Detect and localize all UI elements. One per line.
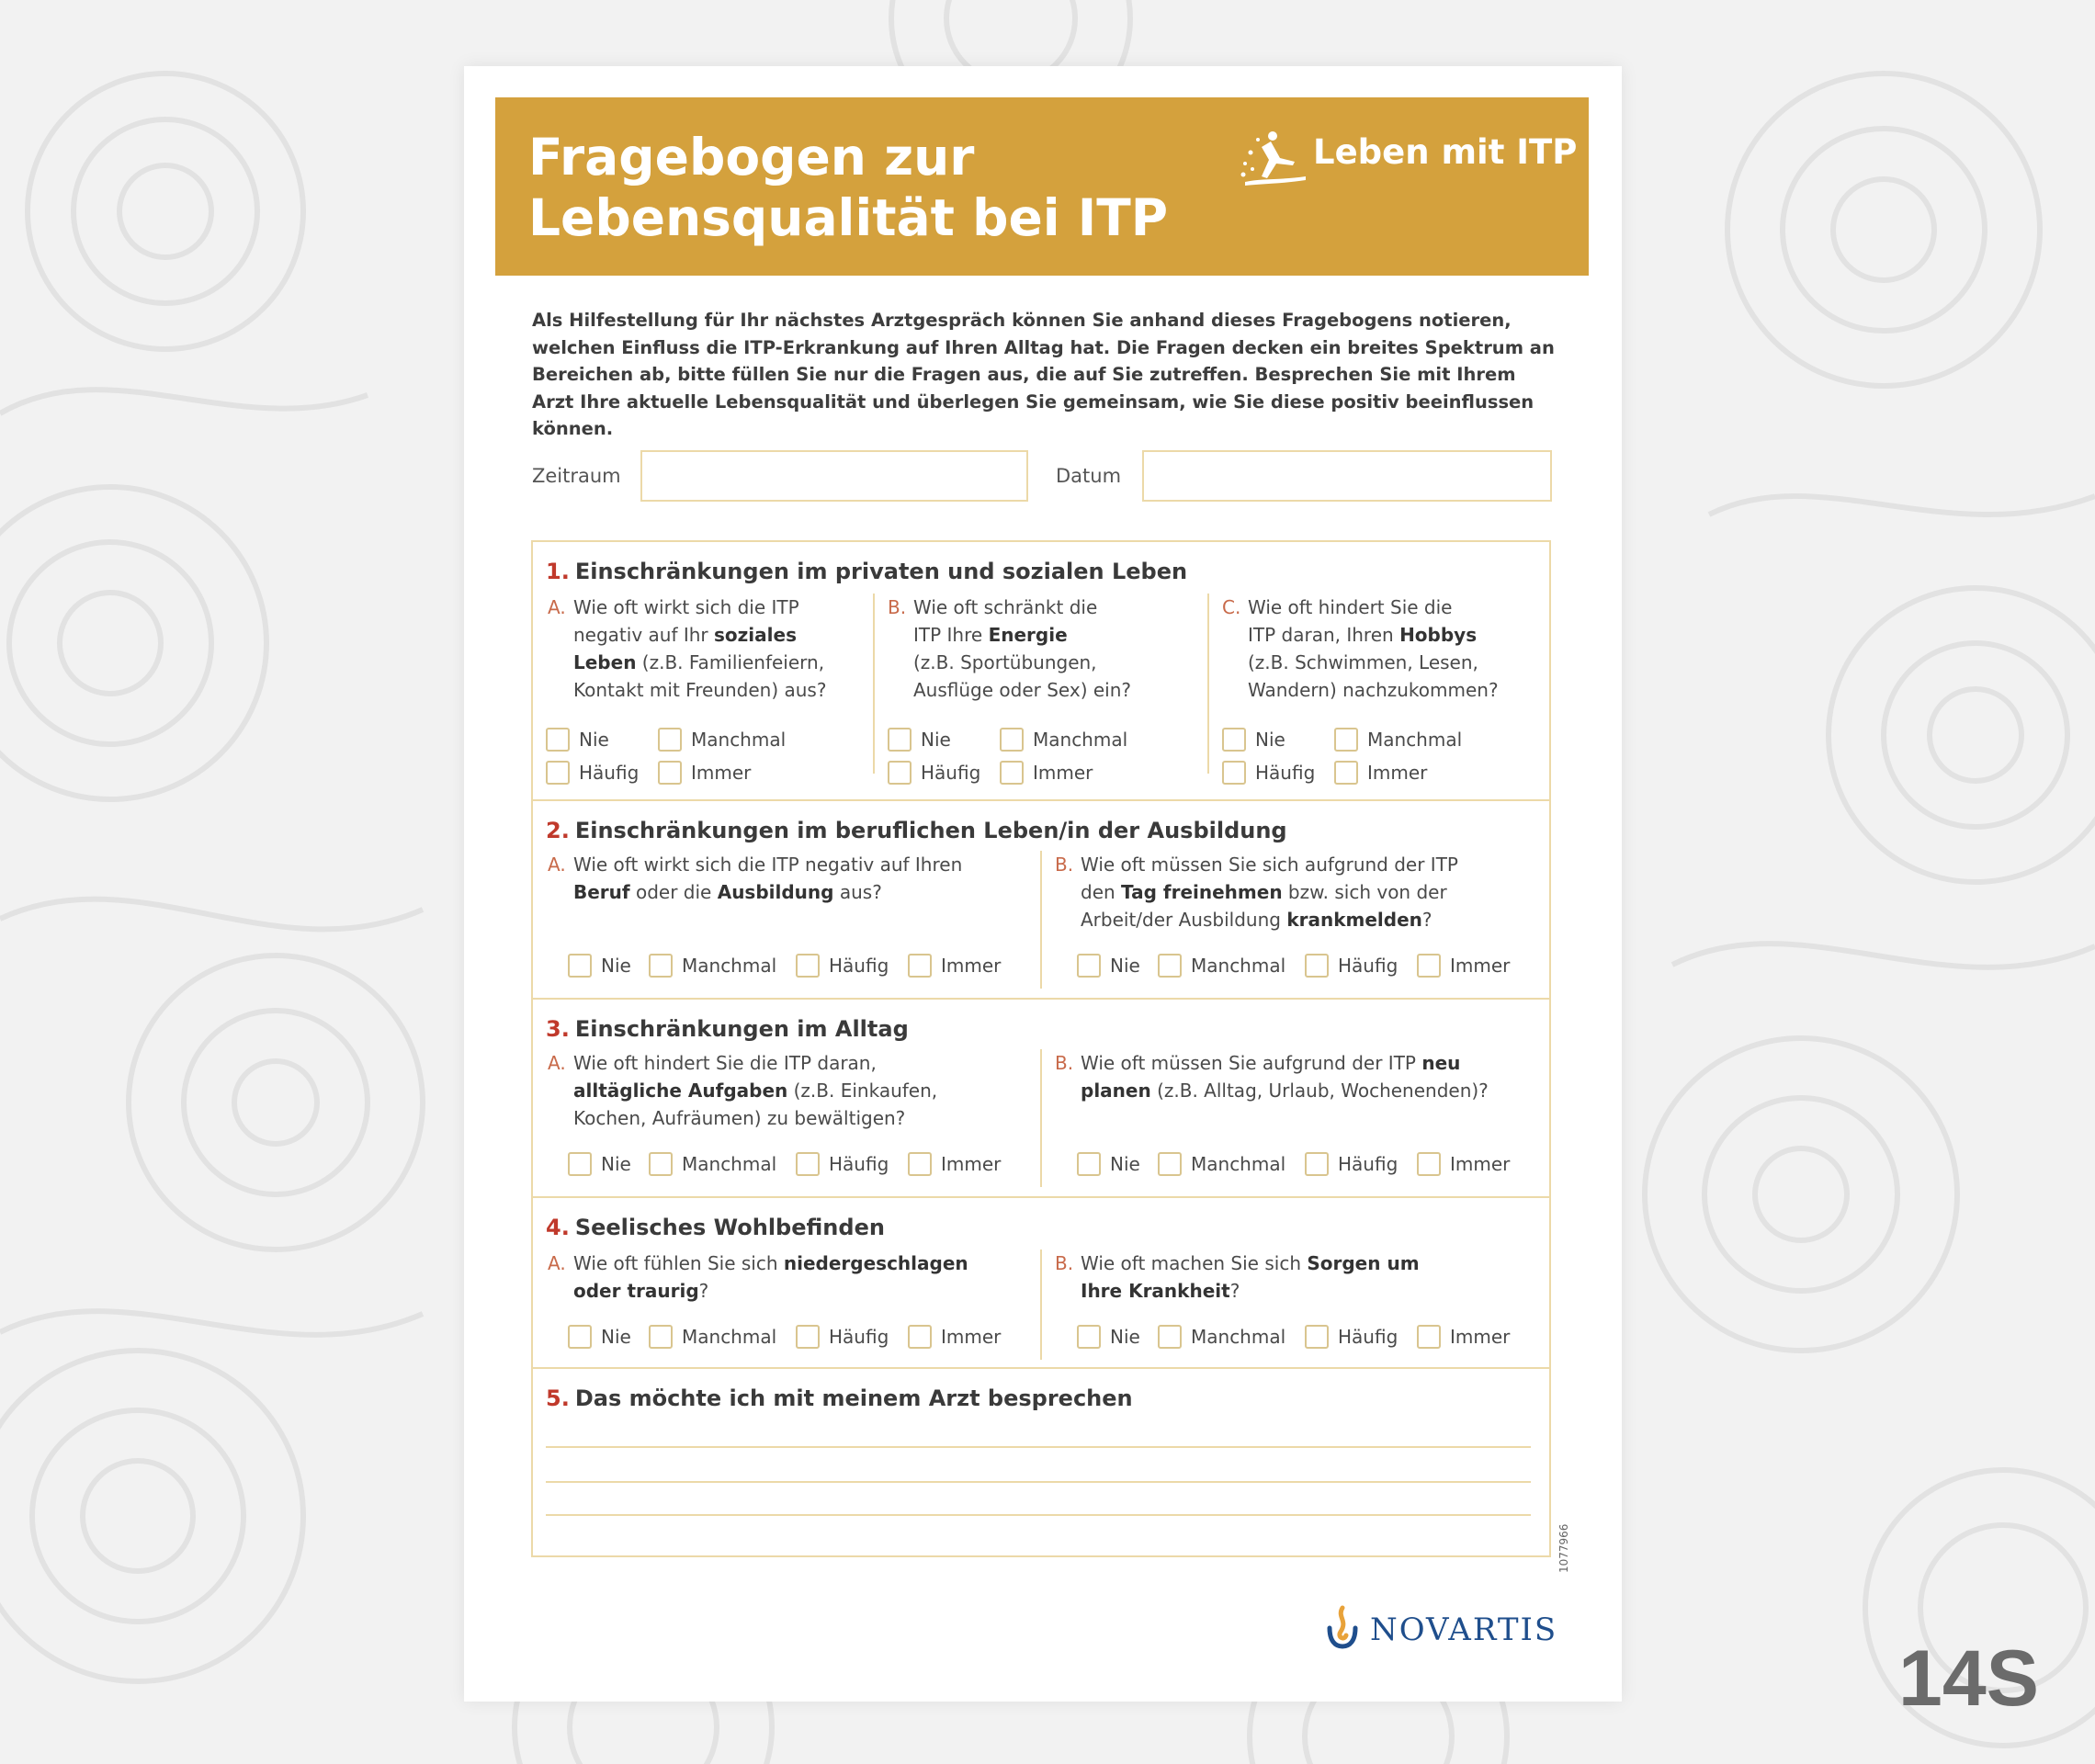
section-2 xyxy=(533,801,1549,1000)
section-4-title: 4. Seelisches Wohlbefinden xyxy=(546,1215,885,1240)
option-1b-immer[interactable]: Immer xyxy=(1000,761,1093,785)
option-3a-immer[interactable]: Immer xyxy=(908,1152,1001,1176)
option-4b-manchmal[interactable]: Manchmal xyxy=(1158,1325,1285,1349)
zeitraum-input[interactable] xyxy=(640,450,1028,502)
column-divider xyxy=(873,594,875,774)
header-banner xyxy=(495,97,1589,276)
option-2b-manchmal[interactable]: Manchmal xyxy=(1158,954,1285,978)
option-3a-haeufig[interactable]: Häufig xyxy=(796,1152,889,1176)
checkbox[interactable] xyxy=(1158,1325,1182,1349)
company-name: NOVARTIS xyxy=(1370,1611,1558,1648)
checkbox[interactable] xyxy=(888,728,912,752)
checkbox[interactable] xyxy=(649,1152,673,1176)
checkbox[interactable] xyxy=(796,1152,820,1176)
question-3b: B. Wie oft müssen Sie aufgrund der ITP neu planen (z.B. Alltag, Urlaub, Wochenenden)? xyxy=(1055,1052,1489,1102)
column-divider xyxy=(1040,1250,1042,1360)
title-line-1: Fragebogen zur xyxy=(528,128,975,187)
option-3b-manchmal[interactable]: Manchmal xyxy=(1158,1152,1285,1176)
question-2b: B. Wie oft müssen Sie sich aufgrund der ITP den Tag freinehmen bzw. sich von der Arbeit/der Ausbildung krankmelden? xyxy=(1055,854,1458,931)
section-1-title: 1. Einschränkungen im privaten und sozialen Leben xyxy=(546,559,1188,584)
option-1a-manchmal[interactable]: Manchmal xyxy=(658,728,786,752)
option-3b-nie[interactable]: Nie xyxy=(1077,1152,1140,1176)
checkbox[interactable] xyxy=(568,1152,592,1176)
questionnaire-form xyxy=(531,540,1551,1557)
option-1a-haeufig[interactable]: Häufig xyxy=(546,761,639,785)
dancer-icon xyxy=(1240,127,1309,191)
option-4b-nie[interactable]: Nie xyxy=(1077,1325,1140,1349)
checkbox[interactable] xyxy=(1077,1325,1101,1349)
checkbox[interactable] xyxy=(908,1152,932,1176)
section-5-title: 5. Das möchte ich mit meinem Arzt besprechen xyxy=(546,1385,1133,1411)
title-line-2: Lebensqualität bei ITP xyxy=(528,188,1169,247)
option-4a-nie[interactable]: Nie xyxy=(568,1325,631,1349)
option-4a-manchmal[interactable]: Manchmal xyxy=(649,1325,776,1349)
question-3a: A. Wie oft hindert Sie die ITP daran, alltägliche Aufgaben (z.B. Einkaufen, Kochen, Aufräumen) zu bewältigen? xyxy=(548,1052,938,1129)
question-1a: A. Wie oft wirkt sich die ITP negativ auf Ihr soziales Leben (z.B. Familienfeiern, Kontakt mit Freunden) aus? xyxy=(548,596,827,701)
checkbox[interactable] xyxy=(796,1325,820,1349)
section-3-title: 3. Einschränkungen im Alltag xyxy=(546,1016,909,1042)
checkbox[interactable] xyxy=(1305,1325,1329,1349)
checkbox[interactable] xyxy=(888,761,912,785)
questionnaire-page xyxy=(464,66,1622,1702)
option-3a-nie[interactable]: Nie xyxy=(568,1152,631,1176)
checkbox[interactable] xyxy=(1158,954,1182,978)
option-2b-haeufig[interactable]: Häufig xyxy=(1305,954,1398,978)
checkbox[interactable] xyxy=(1222,728,1246,752)
brand-logo xyxy=(1240,123,1578,197)
question-1b: B. Wie oft schränkt die ITP Ihre Energie (z.B. Sportübungen, Ausflüge oder Sex) ein? xyxy=(888,596,1132,701)
option-4a-haeufig[interactable]: Häufig xyxy=(796,1325,889,1349)
option-1b-manchmal[interactable]: Manchmal xyxy=(1000,728,1127,752)
option-3a-manchmal[interactable]: Manchmal xyxy=(649,1152,776,1176)
question-4b: B. Wie oft machen Sie sich Sorgen um Ihre Krankheit? xyxy=(1055,1252,1420,1302)
brand-text: Leben mit ITP xyxy=(1313,132,1578,172)
column-divider xyxy=(1207,594,1209,774)
checkbox[interactable] xyxy=(1334,761,1358,785)
checkbox[interactable] xyxy=(649,1325,673,1349)
checkbox[interactable] xyxy=(796,954,820,978)
checkbox[interactable] xyxy=(546,728,570,752)
option-1c-manchmal[interactable]: Manchmal xyxy=(1334,728,1462,752)
option-2a-haeufig[interactable]: Häufig xyxy=(796,954,889,978)
question-4a: A. Wie oft fühlen Sie sich niedergeschlagen oder traurig? xyxy=(548,1252,968,1302)
checkbox[interactable] xyxy=(1334,728,1358,752)
checkbox[interactable] xyxy=(908,954,932,978)
question-1c: C. Wie oft hindert Sie die ITP daran, Ihren Hobbys (z.B. Schwimmen, Lesen, Wandern) nachzukommen? xyxy=(1222,596,1499,701)
notes-line[interactable] xyxy=(546,1514,1531,1516)
option-2b-immer[interactable]: Immer xyxy=(1417,954,1510,978)
novartis-logo xyxy=(1317,1602,1565,1654)
page-number: 14S xyxy=(1898,1634,2040,1723)
checkbox[interactable] xyxy=(1417,1152,1441,1176)
checkbox[interactable] xyxy=(1000,761,1024,785)
checkbox[interactable] xyxy=(658,761,682,785)
datum-input[interactable] xyxy=(1142,450,1552,502)
section-4 xyxy=(533,1198,1549,1369)
option-2a-immer[interactable]: Immer xyxy=(908,954,1001,978)
intro-paragraph: Als Hilfestellung für Ihr nächstes Arztgespräch können Sie anhand dieses Fragebogens notieren, welchen Einfluss die ITP-Erkrankung auf Ihren Alltag hat. Die Fragen decken ein breites Spektrum an Bereichen ab, bitte füllen Sie nur die Fragen aus, die auf Sie zutreffen. Besprechen Sie mit Ihrem Arzt Ihre aktuelle Lebensqualität und überlegen Sie gemeinsam, wie Sie diese positiv beeinflussen können. xyxy=(532,310,1555,439)
option-2a-manchmal[interactable]: Manchmal xyxy=(649,954,776,978)
checkbox[interactable] xyxy=(1417,954,1441,978)
option-4b-haeufig[interactable]: Häufig xyxy=(1305,1325,1398,1349)
flame-icon xyxy=(1322,1604,1363,1650)
checkbox[interactable] xyxy=(1077,1152,1101,1176)
datum-label: Datum xyxy=(1056,465,1122,487)
checkbox[interactable] xyxy=(1305,1152,1329,1176)
option-2b-nie[interactable]: Nie xyxy=(1077,954,1140,978)
checkbox[interactable] xyxy=(908,1325,932,1349)
section-3 xyxy=(533,1000,1549,1198)
page-title xyxy=(528,127,1227,248)
option-1c-nie[interactable]: Nie xyxy=(1222,728,1285,752)
checkbox[interactable] xyxy=(568,954,592,978)
checkbox[interactable] xyxy=(1077,954,1101,978)
checkbox[interactable] xyxy=(658,728,682,752)
document-code: 1077966 xyxy=(1557,1523,1570,1573)
option-1b-nie[interactable]: Nie xyxy=(888,728,951,752)
checkbox[interactable] xyxy=(1417,1325,1441,1349)
zeitraum-label: Zeitraum xyxy=(532,465,621,487)
question-2a: A. Wie oft wirkt sich die ITP negativ auf Ihren Beruf oder die Ausbildung aus? xyxy=(548,854,963,903)
option-2a-nie[interactable]: Nie xyxy=(568,954,631,978)
notes-line[interactable] xyxy=(546,1481,1531,1483)
section-1 xyxy=(533,542,1549,801)
checkbox[interactable] xyxy=(568,1325,592,1349)
option-1a-nie[interactable]: Nie xyxy=(546,728,609,752)
column-divider xyxy=(1040,851,1042,989)
checkbox[interactable] xyxy=(649,954,673,978)
checkbox[interactable] xyxy=(1305,954,1329,978)
checkbox[interactable] xyxy=(546,761,570,785)
option-1a-immer[interactable]: Immer xyxy=(658,761,751,785)
section-2-title: 2. Einschränkungen im beruflichen Leben/in der Ausbildung xyxy=(546,818,1287,843)
section-5 xyxy=(533,1369,1549,1557)
notes-line[interactable] xyxy=(546,1446,1531,1448)
option-4a-immer[interactable]: Immer xyxy=(908,1325,1001,1349)
option-3b-immer[interactable]: Immer xyxy=(1417,1152,1510,1176)
checkbox[interactable] xyxy=(1000,728,1024,752)
checkbox[interactable] xyxy=(1222,761,1246,785)
option-3b-haeufig[interactable]: Häufig xyxy=(1305,1152,1398,1176)
option-4b-immer[interactable]: Immer xyxy=(1417,1325,1510,1349)
option-1b-haeufig[interactable]: Häufig xyxy=(888,761,980,785)
checkbox[interactable] xyxy=(1158,1152,1182,1176)
column-divider xyxy=(1040,1049,1042,1187)
option-1c-immer[interactable]: Immer xyxy=(1334,761,1427,785)
option-1c-haeufig[interactable]: Häufig xyxy=(1222,761,1315,785)
